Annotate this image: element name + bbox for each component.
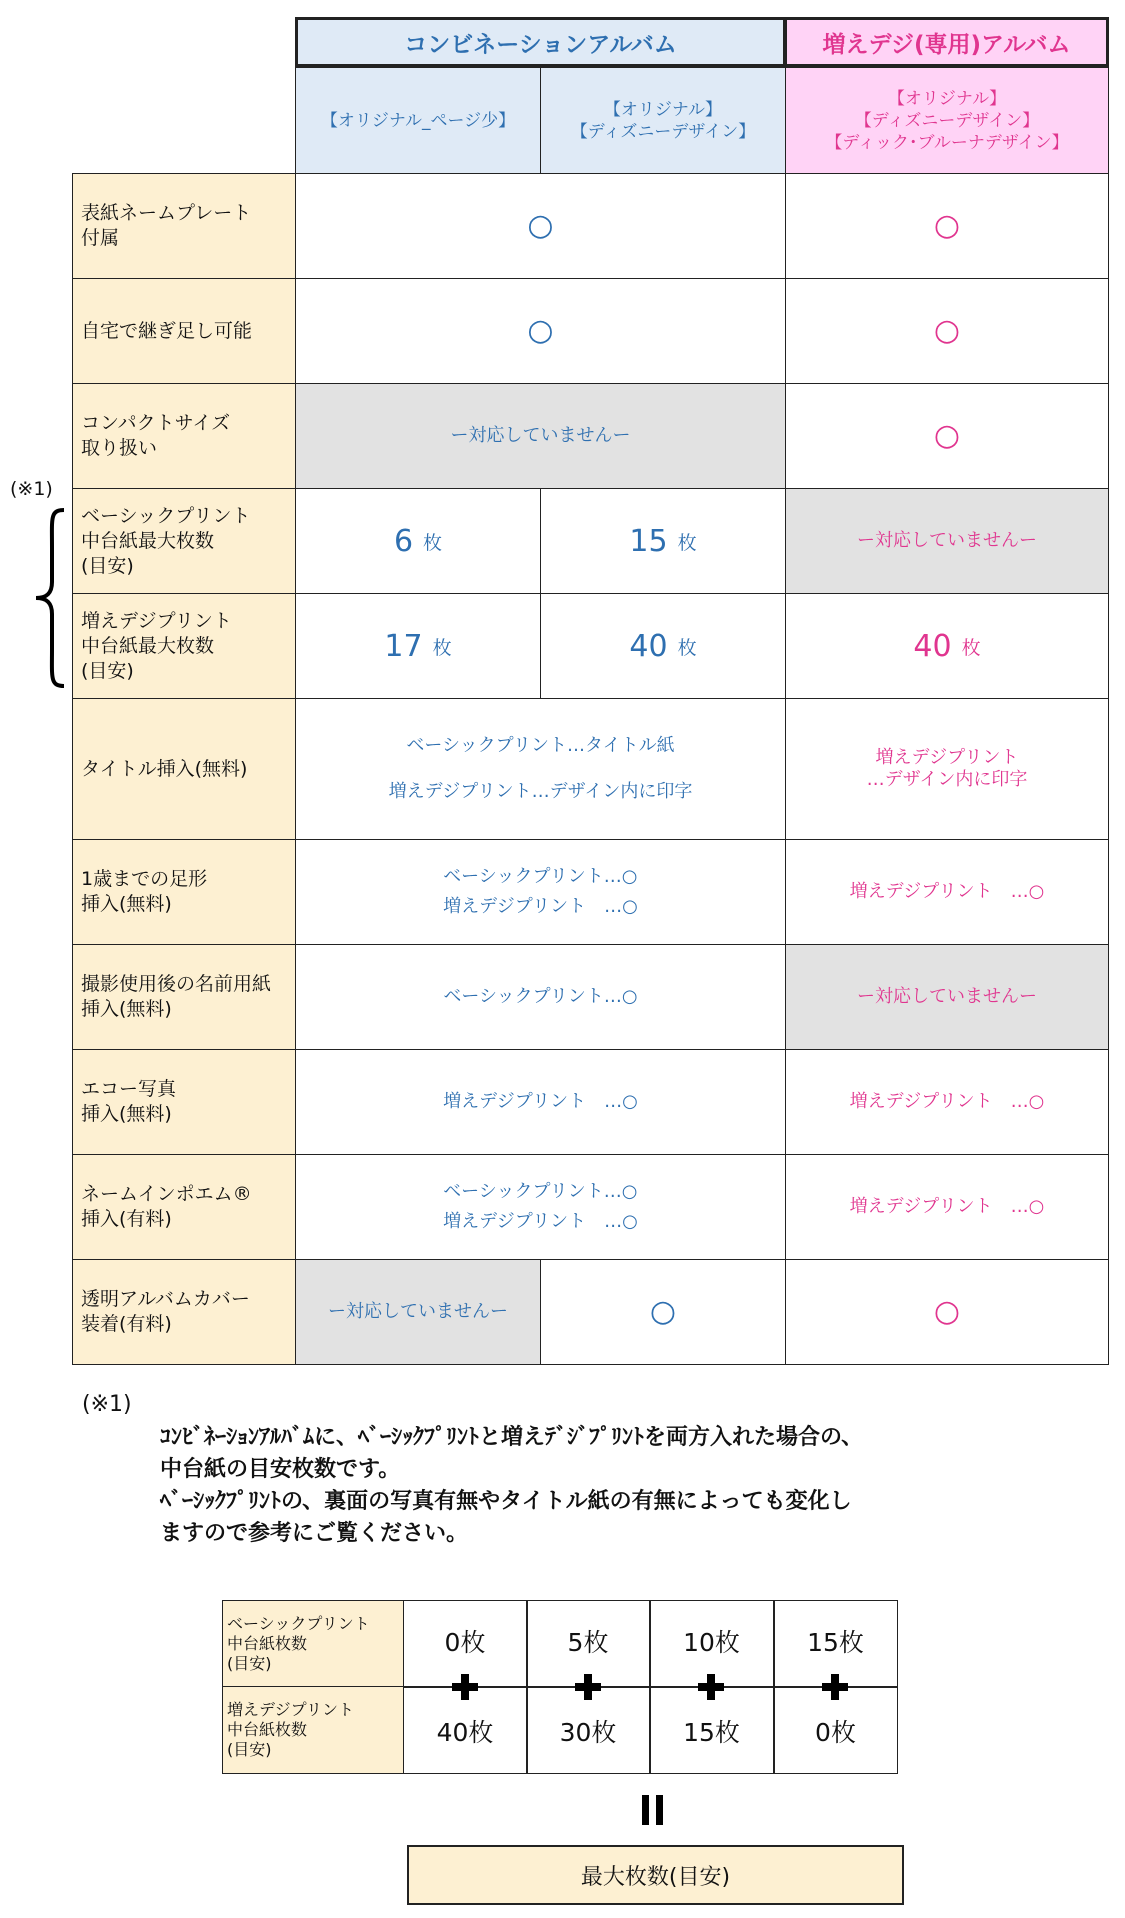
row-label: コンパクトサイズ 取り扱い [72, 383, 296, 489]
row-label: 撮影使用後の名前用紙 挿入(無料) [72, 944, 296, 1050]
combo-cell-unsupported [295, 383, 786, 489]
sheet-count: 40 [629, 628, 668, 664]
footprint-fuede-text: 増えデジプリント …○ [849, 881, 1045, 902]
fuede-cell-unsupported [785, 944, 1109, 1050]
nameplate-combo-text: ベーシックプリント…○ [443, 986, 638, 1007]
combination-title: コンビネーションアルバム [404, 31, 677, 58]
note-body: ｺﾝﾋﾞﾈｰｼｮﾝｱﾙﾊﾞﾑに、ﾍﾞｰｼｯｸﾌﾟﾘﾝﾄと増えﾃﾞｼﾞﾌﾟﾘﾝﾄを両方入れた場合の、 中台紙の目安枚数です。 ﾍﾞｰｼｯｸﾌﾟﾘﾝﾄの、裏面の写真有無やタイトル紙の有無によっても変化し ますので参考にご覧ください。 [160, 1425, 864, 1546]
combo-cell [295, 173, 786, 279]
fuede-title: 増えデジ(専用)アルバム [822, 31, 1071, 58]
poem-fuede-text: 増えデジプリント …○ [849, 1196, 1045, 1217]
combo-cell [295, 1049, 786, 1155]
equals-icon [642, 1795, 664, 1825]
circle-mark: ○ [933, 313, 961, 348]
fuede-cell [785, 698, 1109, 840]
plus-icon [452, 1674, 478, 1700]
col1-cell-unsupported [295, 1259, 541, 1365]
fuede-cell [785, 593, 1109, 699]
fuede-count: 40枚 [436, 1718, 494, 1747]
sheet-count: 6 [393, 523, 414, 559]
title-fuede-text: 増えデジプリント …デザイン内に印字 [866, 747, 1028, 790]
row-label: ネームインポエム® 挿入(有料) [72, 1154, 296, 1260]
unit-label: 枚 [677, 636, 697, 659]
sheet-count: 40 [913, 628, 952, 664]
row-label: タイトル挿入(無料) [72, 698, 296, 840]
plus-icon [822, 1674, 848, 1700]
fuede-count: 15枚 [683, 1718, 740, 1747]
echo-fuede-text: 増えデジプリント …○ [849, 1091, 1045, 1112]
header-combination [295, 17, 786, 67]
footprint-combo-text: ベーシックプリント…○ 増えデジプリント …○ [443, 866, 638, 917]
basic-count: 5枚 [567, 1628, 609, 1657]
subheader-col1: 【オリジナル_ページ少】 [295, 67, 541, 174]
plus-icon [698, 1674, 724, 1700]
row-label: 自宅で継ぎ足し可能 [72, 278, 296, 384]
bracket-note-label: (※1) [10, 478, 53, 500]
unit-label: 枚 [423, 531, 443, 554]
title-basic-text: ベーシックプリント…タイトル紙 [406, 735, 675, 756]
circle-mark: ○ [933, 208, 961, 243]
fuede-cell [785, 173, 1109, 279]
combo-cell [295, 1154, 786, 1260]
col2-cell [540, 488, 786, 594]
sheet-count: 15 [629, 523, 668, 559]
sheet-count: 17 [384, 628, 423, 664]
circle-mark: ○ [649, 1294, 677, 1329]
col1-cell [295, 593, 541, 699]
unit-label: 枚 [432, 636, 452, 659]
fuede-cell [785, 1049, 1109, 1155]
unit-label: 枚 [961, 636, 981, 659]
combo-sheet-table [222, 1600, 898, 1774]
fuede-cell [785, 839, 1109, 945]
note-heading: (※1) [82, 1392, 132, 1417]
col1-cell [295, 488, 541, 594]
unit-label: 枚 [677, 531, 697, 554]
echo-combo-text: 増えデジプリント …○ [443, 1091, 638, 1112]
combo-cell [295, 839, 786, 945]
subheader-col3: 【オリジナル】 【ディズニーデザイン】 【ディック･ブルーナデザイン】 [785, 67, 1109, 174]
result-box [407, 1845, 904, 1905]
fuede-cell [785, 1154, 1109, 1260]
row-label: 増えデジプリント 中台紙最大枚数 (目安) [72, 593, 296, 699]
row-label: 透明アルバムカバー 装着(有料) [72, 1259, 296, 1365]
basic-count: 10枚 [683, 1628, 740, 1657]
row-label: 1歳までの足形 挿入(無料) [72, 839, 296, 945]
basic-count: 0枚 [444, 1628, 486, 1657]
curly-brace-icon [30, 508, 70, 688]
circle-mark: ○ [527, 208, 554, 243]
basic-count: 15枚 [807, 1628, 864, 1657]
circle-mark: ○ [527, 313, 554, 348]
poem-combo-text: ベーシックプリント…○ 増えデジプリント …○ [443, 1181, 638, 1232]
basic-label-cell: ベーシックプリント 中台紙枚数 (目安) [222, 1600, 404, 1687]
header-fuede [784, 17, 1109, 67]
row-label: 表紙ネームプレート 付属 [72, 173, 296, 279]
unsupported-text: ー対応していませんー [857, 986, 1037, 1007]
col2-cell [540, 1259, 786, 1365]
row-label: ベーシックプリント 中台紙最大枚数 (目安) [72, 488, 296, 594]
unsupported-text: ー対応していませんー [328, 1301, 508, 1322]
fuede-label-cell: 増えデジプリント 中台紙枚数 (目安) [222, 1686, 404, 1774]
col2-cell [540, 593, 786, 699]
plus-icon [575, 1674, 601, 1700]
circle-mark: ○ [933, 1294, 961, 1329]
value-grid [403, 1600, 898, 1774]
unsupported-text: ー対応していませんー [450, 425, 631, 446]
combo-cell [295, 944, 786, 1050]
result-label: 最大枚数(目安) [580, 1864, 731, 1890]
combo-cell [295, 278, 786, 384]
fuede-cell [785, 383, 1109, 489]
fuede-cell-unsupported [785, 488, 1109, 594]
row-label: エコー写真 挿入(無料) [72, 1049, 296, 1155]
fuede-count: 30枚 [559, 1718, 617, 1747]
fuede-cell [785, 278, 1109, 384]
unsupported-text: ー対応していませんー [857, 530, 1037, 551]
title-fuede-text: 増えデジプリント…デザイン内に印字 [388, 781, 693, 802]
fuede-count: 0枚 [815, 1718, 856, 1747]
circle-mark: ○ [933, 418, 961, 453]
combo-cell [295, 698, 786, 840]
fuede-cell [785, 1259, 1109, 1365]
subheader-col2: 【オリジナル】 【ディズニーデザイン】 [540, 67, 786, 174]
